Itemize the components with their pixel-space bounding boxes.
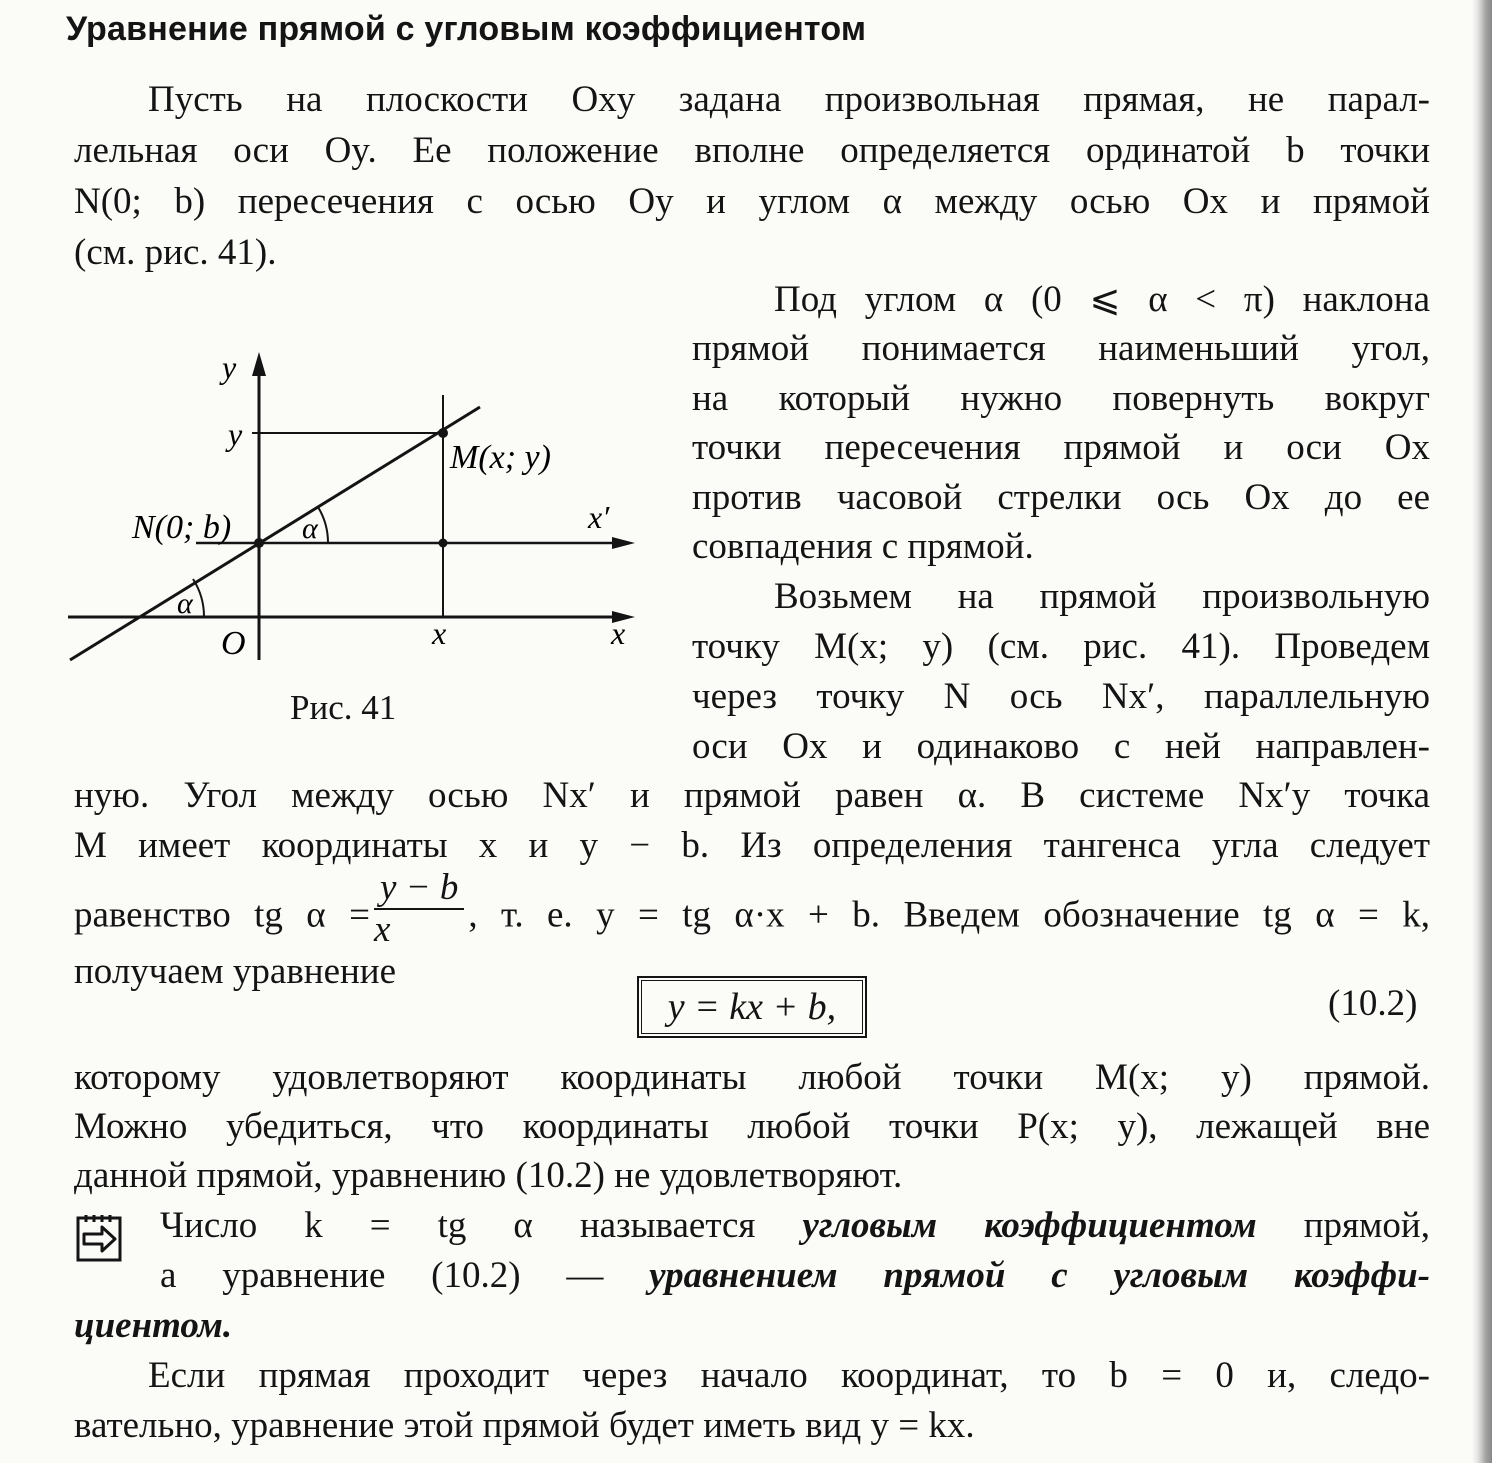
tangent-after: , т. е. y = tg α·x + b. Введем обозначение tg α = k, (468, 894, 1430, 936)
definition-arrow-icon (76, 1212, 122, 1262)
definition-line-1 (160, 1202, 1430, 1250)
text-line: на который нужно повернуть вокруг (692, 378, 1430, 419)
definition-text: Число k = tg α называется (160, 1205, 803, 1246)
label-y-axis: y (222, 349, 237, 385)
y-axis-arrow (252, 352, 266, 376)
text-line: Под углом α (0 ⩽ α < π) наклона (774, 279, 1430, 320)
tangent-before: равенство tg α = (74, 894, 370, 936)
point-M (438, 428, 448, 438)
label-x-tick: x (432, 615, 447, 651)
text-line: Возьмем на прямой произвольную (774, 576, 1430, 617)
text-line: получаем уравнение (74, 951, 397, 992)
text-line: точки пересечения прямой и оси Ox (692, 427, 1430, 468)
fraction-denominator: x (373, 909, 391, 950)
label-alpha-lower: α (177, 587, 193, 620)
boxed-equation: y = kx + b, (637, 976, 867, 1038)
definition-text: а уравнение (10.2) — (160, 1255, 650, 1296)
definition-term: уравнением прямой с угловым коэффи- (649, 1255, 1430, 1296)
text-line: Можно убедиться, что координаты любой точки P(x; y), лежащей вне (74, 1106, 1430, 1147)
point-intersection (439, 539, 448, 548)
text-line: которому удовлетворяют координаты любой точки M(x; y) прямой. (74, 1057, 1430, 1098)
fraction-numerator: y − b (374, 868, 464, 910)
label-point-M: M(x; y) (450, 439, 551, 476)
label-origin: O (221, 625, 246, 662)
definition-text: прямой, (1256, 1205, 1430, 1246)
angle-arc-upper (318, 507, 328, 543)
tangent-line (74, 867, 1430, 950)
definition-line-3: циентом. (74, 1305, 233, 1346)
text-line: N(0; b) пересечения с осью Oy и углом α между осью Ox и прямой (74, 181, 1430, 222)
equation-number: (10.2) (1328, 983, 1418, 1024)
text-line: прямой понимается наименьший угол, (692, 328, 1430, 369)
text-line: вательно, уравнение этой прямой будет иметь вид y = kx. (74, 1405, 975, 1446)
figure-caption: Рис. 41 (290, 688, 397, 727)
text-line: (см. рис. 41). (74, 232, 277, 273)
text-line: лельная оси Oy. Ее положение вполне определяется ординатой b точки (74, 130, 1430, 171)
text-line: точку M(x; y) (см. рис. 41). Проведем (692, 626, 1430, 667)
text-line: ную. Угол между осью Nx′ и прямой равен α. В системе Nx′y точка (74, 775, 1430, 816)
page-edge-shadow (1472, 0, 1492, 1463)
definition-line-2 (160, 1252, 1430, 1300)
text-line: оси Ox и одинаково с ней направлен- (692, 726, 1430, 767)
text-line: против часовой стрелки ось Ox до ее (692, 477, 1430, 518)
label-y-tick: y (228, 416, 243, 452)
label-point-N: N(0; b) (132, 509, 232, 546)
text-line: M имеет координаты x и y − b. Из определения тангенса угла следует (74, 825, 1430, 866)
text-line: данной прямой, уравнению (10.2) не удовлетворяют. (74, 1155, 903, 1196)
text-line: совпадения с прямой. (692, 526, 1034, 567)
x-prime-axis-arrow (612, 537, 635, 549)
label-x-prime: x′ (588, 499, 610, 535)
label-x-axis: x (611, 615, 626, 651)
definition-term: угловым коэффициентом (802, 1205, 1257, 1246)
figure-41 (60, 340, 660, 680)
text-line: через точку N ось Nx′, параллельную (692, 676, 1430, 717)
label-alpha-upper: α (302, 512, 318, 545)
fraction (374, 868, 464, 950)
section-heading: Уравнение прямой с угловым коэффициентом (66, 10, 867, 48)
text-line: Если прямая проходит через начало координат, то b = 0 и, следо- (148, 1355, 1430, 1396)
text-line: Пусть на плоскости Oxy задана произвольная прямая, не парал- (148, 79, 1430, 120)
point-N (254, 538, 264, 548)
